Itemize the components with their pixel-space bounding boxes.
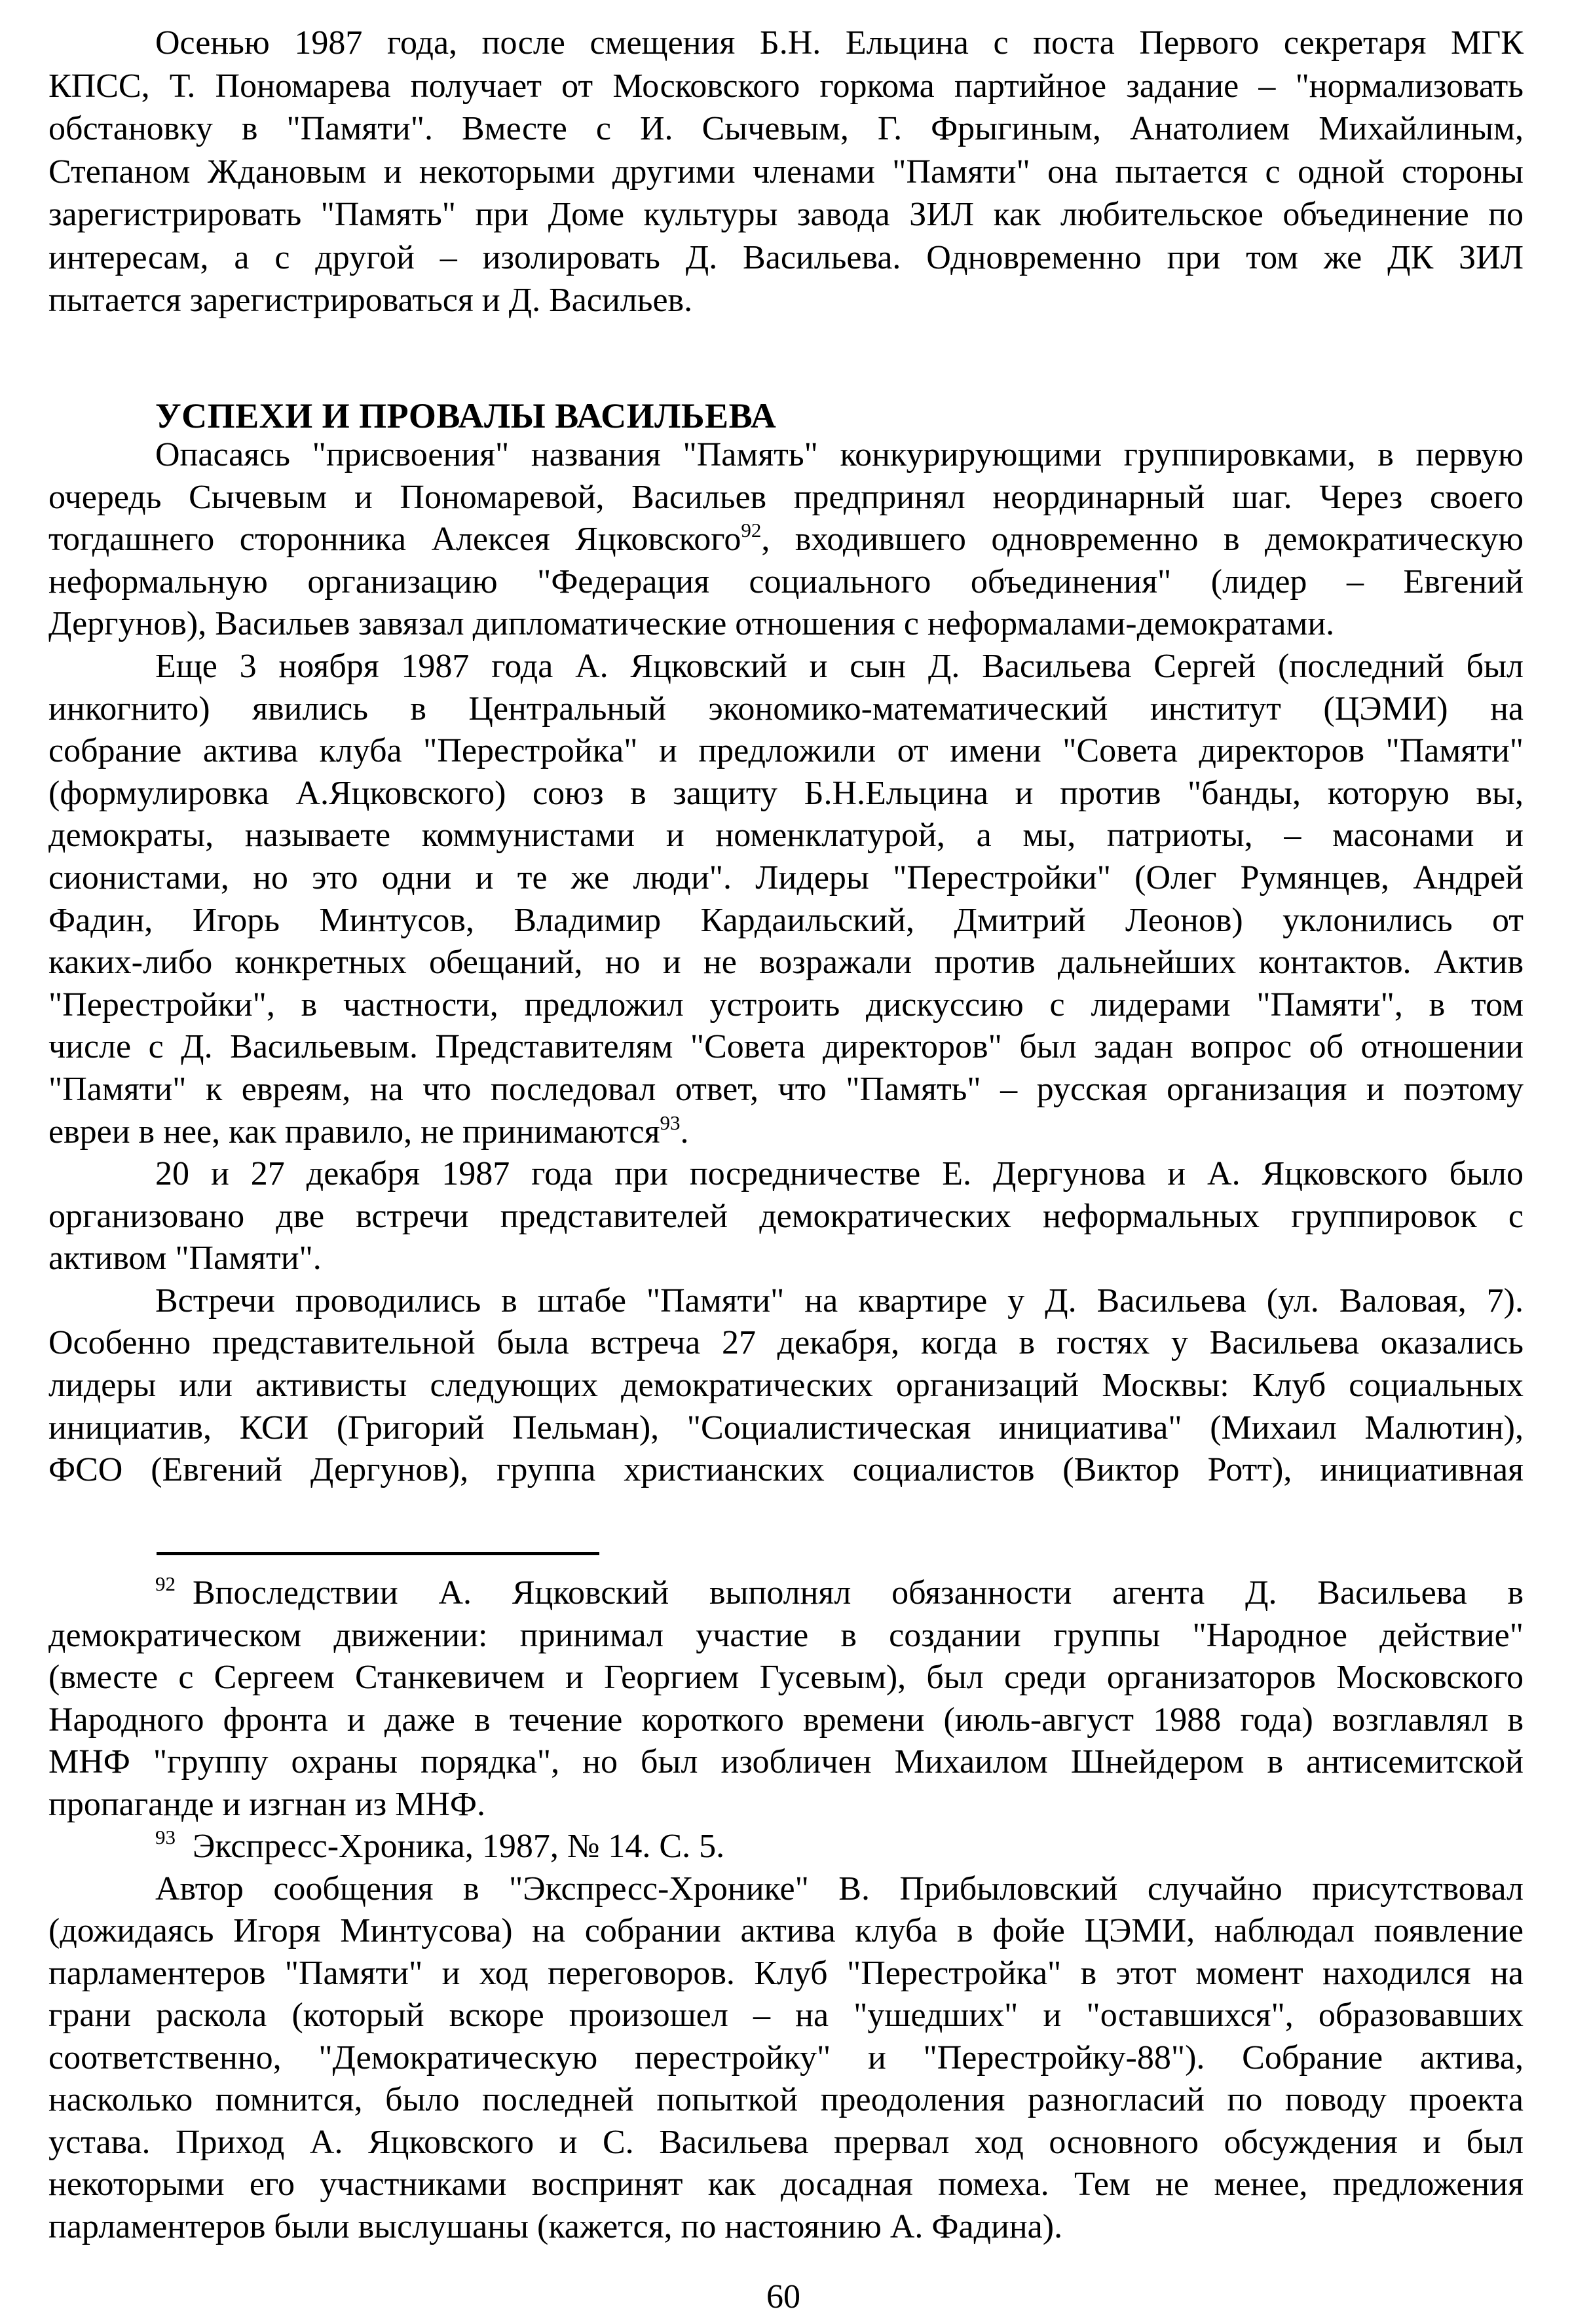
- line-text: (формулировка А.Яцковского) союз в защиту Б.Н.Ельцина и против "банды, которую вы,: [48, 774, 1524, 812]
- page-number: 60: [766, 2278, 800, 2315]
- line-text: Особенно представительной была встреча 27 декабря, когда в гостях у Васильева оказались: [48, 1324, 1524, 1362]
- text-line: [48, 1280, 1524, 1323]
- footnote-line: [48, 1910, 1524, 1953]
- footnote-reference: 93: [660, 1111, 681, 1134]
- text-line: [48, 65, 1524, 108]
- line-text: демократическом движении: принимал участие в создании группы "Народное действие": [48, 1616, 1524, 1654]
- line-text: Степаном Ждановым и некоторыми другими членами "Памяти" она пытается с одной стороны: [48, 153, 1524, 191]
- text-line: [48, 984, 1524, 1027]
- line-text: активом "Памяти".: [48, 1240, 322, 1278]
- footnote-line: [48, 1699, 1524, 1742]
- line-text: Дергунов), Васильев завязал дипломатические отношения с неформалами-демократами.: [48, 605, 1335, 643]
- footnote-line: [48, 2079, 1524, 2122]
- line-text: неформальную организацию "Федерация социального объединения" (лидер – Евгений: [48, 563, 1524, 600]
- text-line: [48, 900, 1524, 942]
- text-line: [48, 1026, 1524, 1069]
- text-line: [48, 1069, 1524, 1111]
- line-text: 20 и 27 декабря 1987 года при посредничестве Е. Дергунова и А. Яцковского было: [155, 1155, 1524, 1193]
- footnote-line: [48, 2206, 1524, 2249]
- line-text: грани раскола (который вскоре произошел – на "ушедших" и "оставшихся", образовавших: [48, 1997, 1524, 2034]
- main-text: [48, 434, 1524, 1492]
- text-line: [48, 434, 1524, 477]
- line-text: Фадин, Игорь Минтусов, Владимир Кардаильский, Дмитрий Леонов) уклонились от: [48, 901, 1524, 939]
- line-text: инициатив, КСИ (Григорий Пельман), "Социалистическая инициатива" (Михаил Малютин),: [48, 1409, 1524, 1447]
- line-text: инкогнито) явились в Центральный экономико-математический институт (ЦЭМИ) на: [48, 690, 1524, 728]
- text-line: [48, 1449, 1524, 1492]
- line-text: числе с Д. Васильевым. Представителям "Совета директоров" был задан вопрос об отношении: [48, 1028, 1524, 1066]
- footnote-line: [48, 2164, 1524, 2206]
- line-text: каких-либо конкретных обещаний, но и не возражали против дальнейших контактов. Актив: [48, 944, 1524, 982]
- line-text: парламентеров были выслушаны (кажется, по настоянию А. Фадина).: [48, 2207, 1063, 2245]
- text-line: [48, 22, 1524, 65]
- line-text: Впоследствии А. Яцковский выполнял обязанности агента Д. Васильева в: [193, 1574, 1524, 1612]
- line-text: пропаганде и изгнан из МНФ.: [48, 1785, 486, 1823]
- line-text: интересам, а с другой – изолировать Д. Васильева. Одновременно при том же ДК ЗИЛ: [48, 238, 1524, 276]
- line-text: сионистами, но это одни и те же люди". Лидеры "Перестройки" (Олег Румянцев, Андрей: [48, 858, 1524, 896]
- text-line: [48, 1365, 1524, 1407]
- footnote-reference: 92: [741, 519, 762, 542]
- line-text: соответственно, "Демократическую перестройку" и "Перестройку-88"). Собрание актива,: [48, 2038, 1524, 2076]
- footnote-line: [48, 2122, 1524, 2164]
- line-text-after: .: [680, 1113, 689, 1151]
- footnotes: [48, 1572, 1524, 2248]
- line-text: ФСО (Евгений Дергунов), группа христианских социалистов (Виктор Ротт), инициативная: [48, 1451, 1524, 1489]
- text-line: [48, 603, 1524, 646]
- line-text-after: , входившего одновременно в демократическую: [761, 521, 1524, 559]
- line-text: "Памяти" к евреям, на что последовал ответ, что "Память" – русская организация и поэтому: [48, 1070, 1524, 1108]
- text-line: [48, 815, 1524, 857]
- footnote-line: [48, 1572, 1524, 1615]
- line-text: евреи в нее, как правило, не принимаются: [48, 1113, 660, 1151]
- footnote-separator: [157, 1552, 599, 1555]
- line-text: МНФ "группу охраны порядка", но был изобличен Михаилом Шнейдером в антисемитской: [48, 1743, 1524, 1780]
- footnote-marker: 93: [155, 1826, 176, 1849]
- line-text: КПСС, Т. Пономарева получает от Московского горкома партийное задание – "нормализовать: [48, 67, 1524, 105]
- text-line: [48, 773, 1524, 815]
- intro-paragraph: [48, 22, 1524, 322]
- text-line: [48, 1153, 1524, 1196]
- line-text: зарегистрировать "Память" при Доме культуры завода ЗИЛ как любительское объединение по: [48, 196, 1524, 233]
- line-text: обстановку в "Памяти". Вместе с И. Сычевым, Г. Фрыгиным, Анатолием Михайлиным,: [48, 110, 1524, 147]
- line-text: некоторыми его участниками воспринят как досадная помеха. Тем не менее, предложения: [48, 2166, 1524, 2203]
- text-line: [48, 519, 1524, 561]
- footnote-line: [48, 1784, 1524, 1826]
- text-line: [48, 1407, 1524, 1450]
- text-line: [48, 1111, 1524, 1154]
- text-line: [48, 1238, 1524, 1280]
- text-line: [48, 107, 1524, 151]
- text-line: [48, 857, 1524, 900]
- line-text: Встречи проводились в штабе "Памяти" на квартире у Д. Васильева (ул. Валовая, 7).: [155, 1282, 1524, 1319]
- footnote-line: [48, 2037, 1524, 2080]
- line-text: парламентеров "Памяти" и ход переговоров. Клуб "Перестройка" в этот момент находился на: [48, 1954, 1524, 1992]
- line-text: Экспресс-Хроника, 1987, № 14. С. 5.: [193, 1828, 725, 1865]
- line-text: демократы, называете коммунистами и номенклатурой, а мы, патриоты, – масонами и: [48, 817, 1524, 855]
- line-text: организовано две встречи представителей демократических неформальных группировок с: [48, 1197, 1524, 1235]
- line-text: (дожидаясь Игоря Минтусова) на собрании актива клуба в фойе ЦЭМИ, наблюдал появление: [48, 1912, 1524, 1949]
- text-line: [48, 1322, 1524, 1365]
- footnote-line: [48, 1953, 1524, 1995]
- line-text: Еще 3 ноября 1987 года А. Яцковский и сын Д. Васильева Сергей (последний был: [155, 647, 1524, 685]
- footnote-line: [48, 1826, 1524, 1868]
- text-line: [48, 236, 1524, 280]
- line-text: устава. Приход А. Яцковского и С. Васильева прервал ход основного обсуждения и был: [48, 2123, 1524, 2161]
- footnote-line: [48, 1657, 1524, 1699]
- text-line: [48, 646, 1524, 688]
- line-text: Народного фронта и даже в течение короткого времени (июль-август 1988 года) возглавлял в: [48, 1701, 1524, 1739]
- text-line: [48, 1196, 1524, 1238]
- line-text: Опасаясь "присвоения" названия "Память" конкурирующими группировками, в первую: [155, 436, 1524, 473]
- line-text: "Перестройки", в частности, предложил устроить дискуссию с лидерами "Памяти", в том: [48, 986, 1524, 1024]
- footnote-line: [48, 1868, 1524, 1911]
- line-text: лидеры или активисты следующих демократических организаций Москвы: Клуб социальных: [48, 1367, 1524, 1405]
- footnote-line: [48, 1995, 1524, 2037]
- section-heading: УСПЕХИ И ПРОВАЛЫ ВАСИЛЬЕВА: [155, 396, 777, 435]
- text-line: [48, 688, 1524, 731]
- line-text: тогдашнего сторонника Алексея Яцковского: [48, 521, 741, 559]
- footnote-line: [48, 1615, 1524, 1657]
- footnote-line: [48, 1741, 1524, 1784]
- text-line: [48, 279, 1524, 322]
- line-text: Автор сообщения в "Экспресс-Хронике" В. Прибыловский случайно присутствовал: [155, 1870, 1524, 1908]
- text-line: [48, 151, 1524, 194]
- text-line: [48, 477, 1524, 519]
- text-line: [48, 561, 1524, 604]
- line-text: насколько помнится, было последней попыткой преодоления разногласий по поводу проекта: [48, 2081, 1524, 2118]
- text-line: [48, 193, 1524, 236]
- footnote-marker: 92: [155, 1572, 176, 1595]
- text-line: [48, 730, 1524, 773]
- line-text: (вместе с Сергеем Станкевичем и Георгием Гусевым), был среди организаторов Московского: [48, 1659, 1524, 1696]
- line-text: Осенью 1987 года, после смещения Б.Н. Ельцина с поста Первого секретаря МГК: [155, 24, 1524, 62]
- text-line: [48, 942, 1524, 984]
- line-text: пытается зарегистрироваться и Д. Васильев.: [48, 282, 693, 319]
- line-text: собрание актива клуба "Перестройка" и предложили от имени "Совета директоров "Памяти": [48, 732, 1524, 770]
- line-text: очередь Сычевым и Пономаревой, Васильев предпринял неординарный шаг. Через своего: [48, 478, 1524, 516]
